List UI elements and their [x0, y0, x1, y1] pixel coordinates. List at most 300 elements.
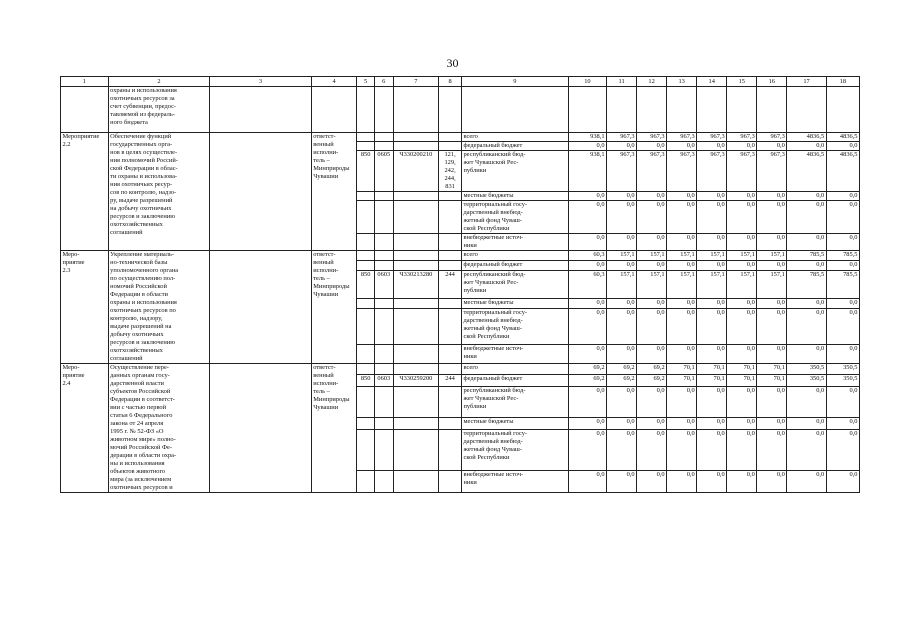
amount-cell: 0,0: [826, 234, 859, 251]
amount-cell: 0,0: [727, 345, 757, 364]
cell-empty: [374, 234, 393, 251]
amount-cell: 157,1: [757, 251, 787, 261]
funding-source: территориальный госу- дарственный внебюд- жетный фонд Чуваш- ской Республики: [461, 308, 568, 345]
cell-empty: [357, 471, 375, 493]
cell-empty: [393, 192, 439, 201]
amount-cell: 70,1: [727, 364, 757, 375]
amount-cell: 350,5: [787, 375, 826, 386]
funding-source: территориальный госу- дарственный внебюд- жетный фонд Чуваш- ской Республики: [461, 201, 568, 234]
code-vr: 121, 129, 242, 244, 831: [439, 151, 462, 192]
amount-cell: 0,0: [727, 142, 757, 151]
cell-empty: [357, 234, 375, 251]
amount-cell: 967,3: [757, 151, 787, 192]
funding-source: внебюджетные источ- ники: [461, 471, 568, 493]
column-number-cell: 9: [461, 77, 568, 87]
amount-cell: 0,0: [727, 308, 757, 345]
amount-cell: 0,0: [667, 298, 697, 308]
column-number-cell: 15: [727, 77, 757, 87]
code-vr: 244: [439, 375, 462, 386]
code-rzpr: 0603: [374, 375, 393, 386]
amount-cell: 0,0: [826, 192, 859, 201]
cell-empty: [374, 471, 393, 493]
cell-empty: [357, 298, 375, 308]
amount-cell: 0,0: [697, 192, 727, 201]
funding-source: внебюджетные источ- ники: [461, 234, 568, 251]
amount-cell: 157,1: [697, 251, 727, 261]
amount-cell: 0,0: [607, 471, 637, 493]
amount-cell: 967,3: [637, 151, 667, 192]
amount-cell: 0,0: [667, 418, 697, 429]
cell-empty: [374, 192, 393, 201]
amount-cell: 0,0: [667, 142, 697, 151]
amount-cell: 0,0: [568, 471, 606, 493]
amount-cell: 0,0: [568, 234, 606, 251]
amount-cell: 0,0: [568, 429, 606, 471]
cell-empty: [393, 429, 439, 471]
amount-cell: 0,0: [568, 418, 606, 429]
amount-cell: 0,0: [607, 345, 637, 364]
amount-cell: 0,0: [607, 234, 637, 251]
cell-empty: [357, 192, 375, 201]
amount-cell: 0,0: [757, 429, 787, 471]
cell-empty: [439, 142, 462, 151]
amount-cell: 0,0: [787, 418, 826, 429]
amount-cell: 157,1: [667, 270, 697, 298]
code-csr: Ч330213280: [393, 270, 439, 298]
cell-empty: [357, 345, 375, 364]
amount-cell: 70,1: [697, 364, 727, 375]
amount-cell: 0,0: [787, 345, 826, 364]
amount-cell: 0,0: [787, 260, 826, 270]
amount-cell: 0,0: [826, 308, 859, 345]
event-label: Мероприятие 2.2: [61, 133, 109, 251]
amount-cell: 0,0: [667, 260, 697, 270]
amount-cell: 0,0: [697, 471, 727, 493]
funding-source: всего: [461, 364, 568, 375]
cell-empty: [357, 142, 375, 151]
cell-empty: [61, 87, 109, 133]
cell-empty: [439, 133, 462, 142]
amount-cell: 0,0: [697, 201, 727, 234]
code-grbs: 850: [357, 151, 375, 192]
code-rzpr: 0605: [374, 151, 393, 192]
amount-cell: 0,0: [667, 192, 697, 201]
cell-empty: [697, 87, 727, 133]
column-number-cell: 2: [108, 77, 210, 87]
amount-cell: 0,0: [607, 418, 637, 429]
event-description: Осуществление пере- данных органам госу- дарственной власти субъектов Российской Федерации в соответст- вии с частью первой статьи 6 Федерального закона от 24 апреля 1995 г. № 52-ФЗ «О животном мире» полно- мочий Российской Фе- дерации в области охра- ны и использования объектов животного мира (за исключением охотничьих ресурсов и: [108, 364, 210, 493]
budget-table: [60, 76, 860, 493]
cell-empty: [607, 87, 637, 133]
event-label: Меро- приятие 2.3: [61, 251, 109, 364]
cell-empty: [374, 364, 393, 375]
code-grbs: 850: [357, 375, 375, 386]
amount-cell: 4836,5: [787, 133, 826, 142]
amount-cell: 0,0: [637, 192, 667, 201]
amount-cell: 157,1: [637, 270, 667, 298]
amount-cell: 0,0: [637, 234, 667, 251]
amount-cell: 157,1: [667, 251, 697, 261]
amount-cell: 0,0: [787, 308, 826, 345]
amount-cell: 69,2: [607, 364, 637, 375]
column-number-cell: 13: [667, 77, 697, 87]
amount-cell: 0,0: [697, 234, 727, 251]
amount-cell: 157,1: [637, 251, 667, 261]
cell-empty: [439, 345, 462, 364]
cell-empty: [393, 201, 439, 234]
code-csr: Ч330200210: [393, 151, 439, 192]
amount-cell: 69,2: [568, 364, 606, 375]
cell-empty: [393, 471, 439, 493]
cell-empty: [210, 87, 312, 133]
cell-empty: [439, 308, 462, 345]
column-number-cell: 14: [697, 77, 727, 87]
cell-empty: [311, 87, 357, 133]
cell-empty: [757, 87, 787, 133]
column-number-cell: 4: [311, 77, 357, 87]
amount-cell: 0,0: [727, 234, 757, 251]
amount-cell: 0,0: [637, 201, 667, 234]
cell-empty: [568, 87, 606, 133]
amount-cell: 0,0: [568, 308, 606, 345]
amount-cell: 967,3: [757, 133, 787, 142]
page-number: 30: [446, 56, 459, 70]
amount-cell: 157,1: [607, 251, 637, 261]
budget-source-row: [61, 251, 860, 261]
amount-cell: 0,0: [727, 201, 757, 234]
amount-cell: 69,2: [607, 375, 637, 386]
amount-cell: 70,1: [757, 364, 787, 375]
amount-cell: 0,0: [757, 298, 787, 308]
amount-cell: 967,3: [727, 151, 757, 192]
amount-cell: 0,0: [727, 260, 757, 270]
amount-cell: 0,0: [757, 308, 787, 345]
funding-source: местные бюджеты: [461, 418, 568, 429]
cell-empty: [393, 386, 439, 418]
cell-empty: [210, 133, 312, 251]
amount-cell: 157,1: [727, 251, 757, 261]
amount-cell: 0,0: [667, 429, 697, 471]
amount-cell: 0,0: [727, 192, 757, 201]
cell-empty: [439, 87, 462, 133]
cell-empty: [393, 364, 439, 375]
cell-empty: [374, 260, 393, 270]
funding-source: всего: [461, 251, 568, 261]
amount-cell: 0,0: [757, 142, 787, 151]
event-description: Обеспечение функций государственных орга- нов в целях осуществле- ния полномочий Россий- ской Федерации в облас- ти охраны и использова- ния охотничьих ресур- сов по контролю, надзо- ру, выдаче разрешений на добычу охотничьих ресурсов и заключению охотхозяйственных соглашений: [108, 133, 210, 251]
amount-cell: 0,0: [787, 386, 826, 418]
amount-cell: 967,3: [727, 133, 757, 142]
cell-empty: [357, 429, 375, 471]
cell-empty: [439, 251, 462, 261]
cell-empty: [393, 142, 439, 151]
amount-cell: 60,3: [568, 251, 606, 261]
amount-cell: 0,0: [637, 308, 667, 345]
amount-cell: 0,0: [637, 471, 667, 493]
amount-cell: 0,0: [637, 429, 667, 471]
amount-cell: 0,0: [727, 386, 757, 418]
cell-empty: [637, 87, 667, 133]
amount-cell: 4836,5: [826, 151, 859, 192]
cell-empty: [439, 192, 462, 201]
amount-cell: 967,3: [697, 151, 727, 192]
table-body: [61, 77, 860, 493]
amount-cell: 0,0: [697, 418, 727, 429]
event-description: Укрепление материаль- но-технической базы уполномоченного органа по осуществлению пол- номочий Российской Федерации в области охраны и использования охотничьих ресурсов по контролю, надзору, выдаче разрешений на добычу охотничьих ресурсов и заключению охотхозяйственных соглашений: [108, 251, 210, 364]
funding-source: территориальный госу- дарственный внебюд- жетный фонд Чуваш- ской Республики: [461, 429, 568, 471]
amount-cell: 0,0: [568, 386, 606, 418]
column-number-cell: 8: [439, 77, 462, 87]
cell-empty: [210, 364, 312, 493]
code-vr: 244: [439, 270, 462, 298]
amount-cell: 785,5: [787, 270, 826, 298]
funding-source: местные бюджеты: [461, 298, 568, 308]
amount-cell: 69,2: [637, 375, 667, 386]
cell-empty: [374, 87, 393, 133]
column-number-cell: 5: [357, 77, 375, 87]
amount-cell: 0,0: [568, 192, 606, 201]
amount-cell: 0,0: [697, 386, 727, 418]
column-number-row: [61, 77, 860, 87]
amount-cell: 0,0: [697, 345, 727, 364]
amount-cell: 69,2: [568, 375, 606, 386]
amount-cell: 0,0: [757, 418, 787, 429]
amount-cell: 0,0: [607, 386, 637, 418]
amount-cell: 0,0: [826, 260, 859, 270]
amount-cell: 0,0: [757, 471, 787, 493]
event-executor: ответст- венный исполни- тель – Минприроды Чувашии: [311, 364, 357, 493]
amount-cell: 0,0: [757, 201, 787, 234]
budget-source-row: [61, 364, 860, 375]
cell-empty: [374, 251, 393, 261]
amount-cell: 0,0: [787, 192, 826, 201]
amount-cell: 0,0: [637, 418, 667, 429]
amount-cell: 70,1: [727, 375, 757, 386]
cell-empty: [357, 87, 375, 133]
amount-cell: 0,0: [826, 471, 859, 493]
column-number-cell: 3: [210, 77, 312, 87]
cell-empty: [393, 308, 439, 345]
amount-cell: 0,0: [727, 429, 757, 471]
cell-empty: [210, 251, 312, 364]
amount-cell: 0,0: [568, 260, 606, 270]
cell-empty: [393, 345, 439, 364]
cell-empty: [393, 87, 439, 133]
amount-cell: 0,0: [697, 308, 727, 345]
amount-cell: 0,0: [667, 386, 697, 418]
amount-cell: 0,0: [637, 345, 667, 364]
amount-cell: 967,3: [667, 133, 697, 142]
cell-empty: [439, 260, 462, 270]
cell-empty: [357, 133, 375, 142]
code-csr: Ч330259200: [393, 375, 439, 386]
funding-source: внебюджетные источ- ники: [461, 345, 568, 364]
amount-cell: 0,0: [568, 142, 606, 151]
cell-empty: [357, 386, 375, 418]
cell-empty: [357, 364, 375, 375]
cell-empty: [439, 234, 462, 251]
continuation-row: [61, 87, 860, 133]
amount-cell: 0,0: [637, 386, 667, 418]
amount-cell: 0,0: [826, 418, 859, 429]
event-executor: ответст- венный исполни- тель – Минприроды Чувашии: [311, 133, 357, 251]
column-number-cell: 7: [393, 77, 439, 87]
amount-cell: 0,0: [787, 471, 826, 493]
cell-empty: [374, 418, 393, 429]
amount-cell: 0,0: [568, 201, 606, 234]
cell-empty: [357, 251, 375, 261]
budget-source-row: [61, 133, 860, 142]
amount-cell: 0,0: [637, 142, 667, 151]
cell-empty: [374, 345, 393, 364]
amount-cell: 0,0: [607, 192, 637, 201]
amount-cell: 0,0: [607, 298, 637, 308]
amount-cell: 785,5: [787, 251, 826, 261]
amount-cell: 0,0: [667, 201, 697, 234]
amount-cell: 0,0: [637, 260, 667, 270]
amount-cell: 157,1: [697, 270, 727, 298]
cell-empty: [439, 429, 462, 471]
amount-cell: 0,0: [568, 345, 606, 364]
cell-empty: [439, 418, 462, 429]
amount-cell: 0,0: [697, 298, 727, 308]
continuation-description: охраны и использования охотничьих ресурсов за счет субвенции, предос- тавляемой из федераль- ного бюджета: [108, 87, 210, 133]
amount-cell: 70,1: [667, 364, 697, 375]
amount-cell: 967,3: [607, 151, 637, 192]
amount-cell: 967,3: [667, 151, 697, 192]
amount-cell: 0,0: [787, 201, 826, 234]
amount-cell: 0,0: [697, 142, 727, 151]
amount-cell: 0,0: [757, 234, 787, 251]
amount-cell: 0,0: [757, 192, 787, 201]
cell-empty: [667, 87, 697, 133]
amount-cell: 0,0: [787, 429, 826, 471]
code-grbs: 850: [357, 270, 375, 298]
amount-cell: 70,1: [667, 375, 697, 386]
cell-empty: [393, 260, 439, 270]
amount-cell: 0,0: [667, 471, 697, 493]
cell-empty: [374, 298, 393, 308]
amount-cell: 0,0: [826, 429, 859, 471]
amount-cell: 0,0: [697, 260, 727, 270]
cell-empty: [374, 133, 393, 142]
amount-cell: 785,5: [826, 270, 859, 298]
funding-source: федеральный бюджет: [461, 260, 568, 270]
column-number-cell: 6: [374, 77, 393, 87]
amount-cell: 70,1: [697, 375, 727, 386]
cell-empty: [393, 133, 439, 142]
amount-cell: 0,0: [697, 429, 727, 471]
cell-empty: [374, 142, 393, 151]
amount-cell: 4836,5: [826, 133, 859, 142]
column-number-cell: 12: [637, 77, 667, 87]
amount-cell: 967,3: [697, 133, 727, 142]
amount-cell: 0,0: [727, 298, 757, 308]
amount-cell: 350,5: [826, 375, 859, 386]
amount-cell: 0,0: [826, 201, 859, 234]
cell-empty: [461, 87, 568, 133]
amount-cell: 0,0: [787, 234, 826, 251]
amount-cell: 0,0: [757, 386, 787, 418]
funding-source: республиканский бюд- жет Чувашской Рес- публики: [461, 270, 568, 298]
cell-empty: [393, 234, 439, 251]
amount-cell: 0,0: [787, 142, 826, 151]
amount-cell: 967,3: [637, 133, 667, 142]
amount-cell: 0,0: [607, 142, 637, 151]
cell-empty: [439, 364, 462, 375]
event-executor: ответст- венный исполни- тель – Минприроды Чувашии: [311, 251, 357, 364]
funding-source: всего: [461, 133, 568, 142]
funding-source: федеральный бюджет: [461, 142, 568, 151]
cell-empty: [374, 201, 393, 234]
amount-cell: 0,0: [607, 260, 637, 270]
amount-cell: 0,0: [607, 201, 637, 234]
amount-cell: 0,0: [826, 142, 859, 151]
cell-empty: [357, 260, 375, 270]
amount-cell: 967,3: [607, 133, 637, 142]
cell-empty: [727, 87, 757, 133]
amount-cell: 0,0: [667, 308, 697, 345]
amount-cell: 0,0: [637, 298, 667, 308]
funding-source: федеральный бюджет: [461, 375, 568, 386]
cell-empty: [826, 87, 859, 133]
funding-source: местные бюджеты: [461, 192, 568, 201]
amount-cell: 0,0: [667, 345, 697, 364]
amount-cell: 157,1: [757, 270, 787, 298]
cell-empty: [357, 308, 375, 345]
amount-cell: 0,0: [757, 260, 787, 270]
column-number-cell: 16: [757, 77, 787, 87]
cell-empty: [374, 386, 393, 418]
cell-empty: [787, 87, 826, 133]
cell-empty: [357, 418, 375, 429]
amount-cell: 938,1: [568, 151, 606, 192]
column-number-cell: 17: [787, 77, 826, 87]
amount-cell: 938,1: [568, 133, 606, 142]
column-number-cell: 18: [826, 77, 859, 87]
amount-cell: 0,0: [607, 429, 637, 471]
cell-empty: [393, 418, 439, 429]
amount-cell: 157,1: [607, 270, 637, 298]
amount-cell: 60,3: [568, 270, 606, 298]
amount-cell: 0,0: [757, 345, 787, 364]
amount-cell: 0,0: [826, 345, 859, 364]
amount-cell: 785,5: [826, 251, 859, 261]
code-rzpr: 0603: [374, 270, 393, 298]
cell-empty: [393, 251, 439, 261]
amount-cell: 0,0: [727, 471, 757, 493]
amount-cell: 0,0: [607, 308, 637, 345]
column-number-cell: 11: [607, 77, 637, 87]
amount-cell: 350,5: [826, 364, 859, 375]
funding-source: республиканский бюд- жет Чувашской Рес- публики: [461, 386, 568, 418]
amount-cell: 70,1: [757, 375, 787, 386]
amount-cell: 4836,5: [787, 151, 826, 192]
cell-empty: [374, 308, 393, 345]
cell-empty: [439, 201, 462, 234]
cell-empty: [374, 429, 393, 471]
amount-cell: 350,5: [787, 364, 826, 375]
column-number-cell: 1: [61, 77, 109, 87]
cell-empty: [439, 471, 462, 493]
column-number-cell: 10: [568, 77, 606, 87]
funding-source: республиканский бюд- жет Чувашской Рес- публики: [461, 151, 568, 192]
cell-empty: [439, 386, 462, 418]
amount-cell: 157,1: [727, 270, 757, 298]
amount-cell: 0,0: [826, 386, 859, 418]
amount-cell: 0,0: [568, 298, 606, 308]
cell-empty: [439, 298, 462, 308]
